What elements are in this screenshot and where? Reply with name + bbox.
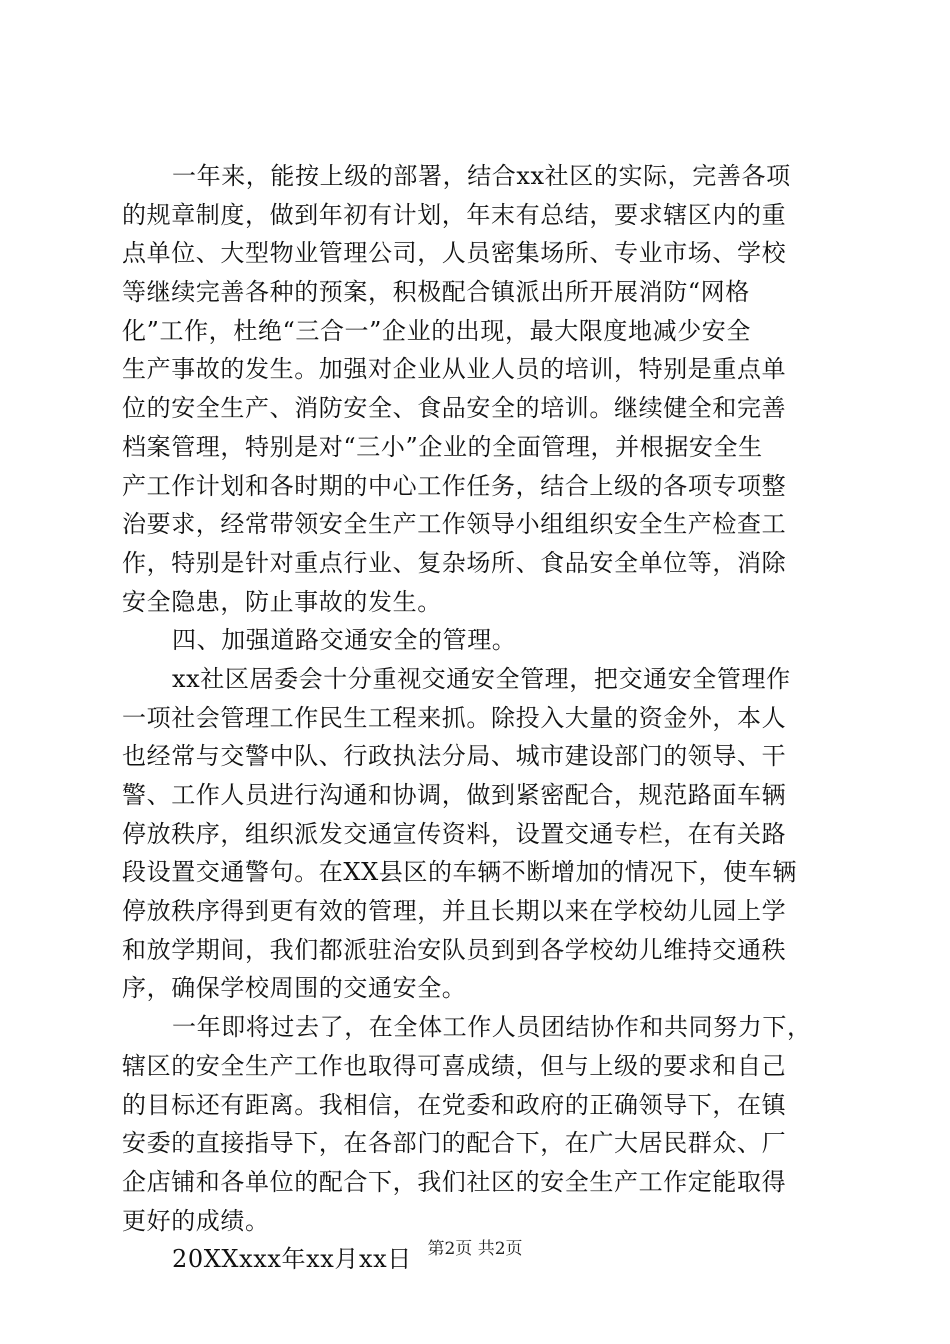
text-line: 安全隐患，防止事故的发生。: [122, 587, 442, 616]
text-line: 停放秩序得到更有效的管理，并且长期以来在学校幼儿园上学: [122, 897, 787, 926]
text-line: 的规章制度，做到年初有计划，年末有总结，要求辖区内的重: [122, 200, 787, 229]
text-line: 段设置交通警句。在XX县区的车辆不断增加的情况下，使车辆: [122, 858, 797, 887]
text-line: 更好的成绩。: [122, 1206, 270, 1235]
text-line: 一年即将过去了，在全体工作人员团结协作和共同努力下，: [172, 1013, 812, 1042]
text-line: 的目标还有距离。我相信，在党委和政府的正确领导下，在镇: [122, 1090, 787, 1119]
date-line: 20XXxxx年xx月xx日: [172, 1245, 412, 1274]
text-line: 安委的直接指导下，在各部门的配合下，在广大居民群众、厂: [122, 1129, 787, 1158]
text-line: xx社区居委会十分重视交通安全管理，把交通安全管理作: [172, 664, 791, 693]
text-line: 产工作计划和各时期的中心工作任务，结合上级的各项专项整: [122, 471, 787, 500]
text-line: 停放秩序，组织派发交通宣传资料，设置交通专栏，在有关路: [122, 819, 787, 848]
text-line: 等继续完善各种的预案，积极配合镇派出所开展消防“网格: [122, 278, 750, 307]
text-line: 一年来，能按上级的部署，结合xx社区的实际，完善各项: [172, 162, 791, 190]
text-line: 点单位、大型物业管理公司，人员密集场所、专业市场、学校: [122, 239, 787, 268]
text-line: 企店铺和各单位的配合下，我们社区的安全生产工作定能取得: [122, 1167, 787, 1196]
text-line: 警、工作人员进行沟通和协调，做到紧密配合，规范路面车辆: [122, 781, 787, 809]
section-heading: 四、加强道路交通安全的管理。: [172, 626, 517, 655]
text-line: 也经常与交警中队、行政执法分局、城市建设部门的领导、干: [122, 742, 787, 771]
text-line: 一项社会管理工作民生工程来抓。除投入大量的资金外，本人: [122, 703, 787, 732]
page-footer: 第2页 共2页: [427, 1239, 523, 1259]
text-line: 位的安全生产、消防安全、食品安全的培训。继续健全和完善: [122, 394, 787, 423]
text-line: 辖区的安全生产工作也取得可喜成绩，但与上级的要求和自己: [122, 1051, 787, 1080]
text-line: 档案管理，特别是对“三小”企业的全面管理，并根据安全生: [122, 432, 763, 461]
text-line: 化”工作，杜绝“三合一”企业的出现，最大限度地减少安全: [122, 316, 752, 345]
text-line: 作，特别是针对重点行业、复杂场所、食品安全单位等，消除: [122, 548, 787, 577]
body-text: [122, 157, 842, 1279]
text-line: 和放学期间，我们都派驻治安队员到到各学校幼儿维持交通秩: [122, 935, 787, 964]
text-line: 治要求，经常带领安全生产工作领导小组组织安全生产检查工: [122, 510, 787, 539]
text-line: 序，确保学校周围的交通安全。: [122, 974, 467, 1003]
text-line: 生产事故的发生。加强对企业从业人员的培训，特别是重点单: [122, 355, 787, 384]
